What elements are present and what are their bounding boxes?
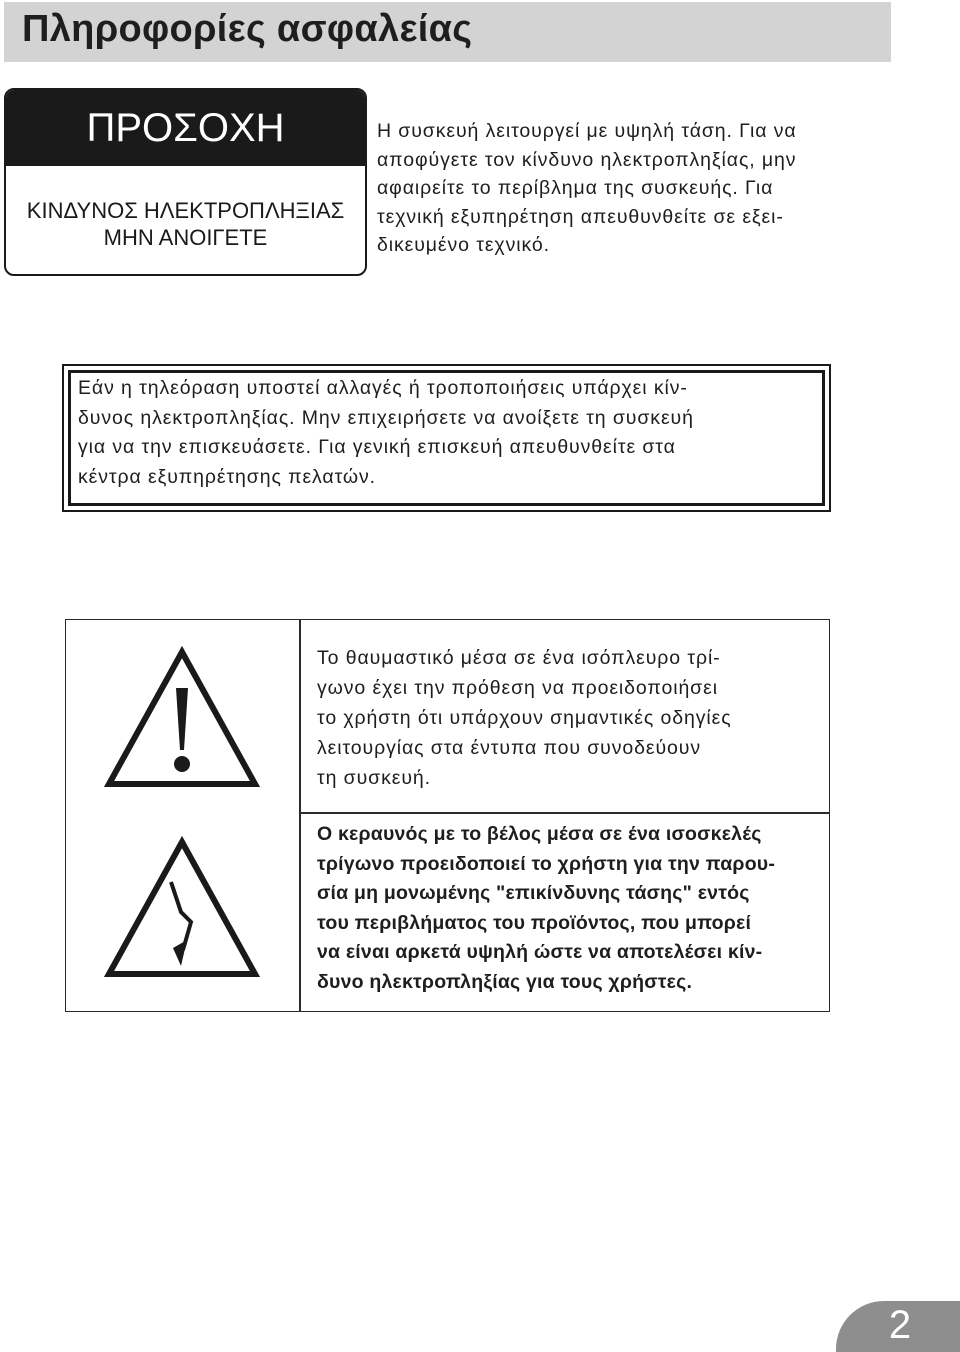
text-line: αποφύγετε τον κίνδυνο ηλεκτροπληξίας, μην: [377, 148, 797, 171]
lightning-symbol-description: [317, 820, 775, 997]
text-line: δικευμένο τεχνικό.: [377, 234, 550, 256]
text-line: Εάν η τηλεόραση υποστεί αλλαγές ή τροποποιήσεις υπάρχει κίν-: [78, 377, 688, 399]
text-line: δυνο ηλεκτροπληξίας για τους χρήστες.: [317, 970, 693, 993]
modification-notice-text: [78, 374, 694, 492]
page-title: Πληροφορίες ασφαλείας: [22, 8, 473, 50]
text-line: το χρήστη ότι υπάρχουν σημαντικές οδηγίες: [317, 707, 732, 729]
text-line: κέντρα εξυπηρέτησης πελατών.: [78, 465, 376, 488]
table-divider-horizontal: [299, 812, 830, 814]
text-line: να είναι αρκετά υψηλή ώστε να αποτελέσει κίν-: [317, 941, 763, 963]
text-line: γωνο έχει την πρόθεση να προειδοποιήσει: [317, 677, 718, 699]
caution-line-shock-risk: ΚΙΝΔΥΝΟΣ ΗΛΕΚΤΡΟΠΛΗΞΙΑΣ: [26, 198, 345, 223]
exclamation-symbol-description: [317, 643, 732, 793]
text-line: Ο κεραυνός με το βέλος μέσα σε ένα ισοσκελές: [317, 823, 762, 845]
text-line: Η συσκευή λειτουργεί με υψηλή τάση. Για να: [377, 120, 797, 142]
lightning-bolt-triangle-icon: [103, 836, 261, 980]
text-line: τρίγωνο προειδοποιεί το χρήστη για την παρου-: [317, 852, 776, 875]
text-line: του περιβλήματος του προϊόντος, που μπορεί: [317, 911, 752, 934]
text-line: δυνος ηλεκτροπληξίας. Μην επιχειρήσετε να ανοίξετε τη συσκευή: [78, 406, 694, 429]
caution-line-do-not-open: ΜΗΝ ΑΝΟΙΓΕΤΕ: [103, 225, 268, 250]
page-number: 2: [888, 1303, 912, 1347]
caution-heading: ΠΡΟΣΟΧΗ: [6, 90, 365, 166]
high-voltage-warning-text: [377, 117, 797, 260]
table-divider-vertical: [299, 619, 301, 1012]
exclamation-triangle-icon: [103, 646, 261, 790]
text-line: λειτουργίας στα έντυπα που συνοδεύουν: [317, 737, 701, 759]
caution-label: [4, 88, 367, 276]
text-line: Το θαυμαστικό μέσα σε ένα ισόπλευρο τρί-: [317, 647, 721, 669]
text-line: σία μη μονωμένης "επικίνδυνης τάσης" εντός: [317, 882, 750, 904]
text-line: τη συσκευή.: [317, 767, 431, 789]
text-line: αφαιρείτε το περίβλημα της συσκευής. Για: [377, 177, 774, 199]
text-line: για να την επισκευάσετε. Για γενική επισκευή απευθυνθείτε στα: [78, 436, 676, 458]
text-line: τεχνική εξυπηρέτηση απευθυνθείτε σε εξει-: [377, 205, 784, 228]
